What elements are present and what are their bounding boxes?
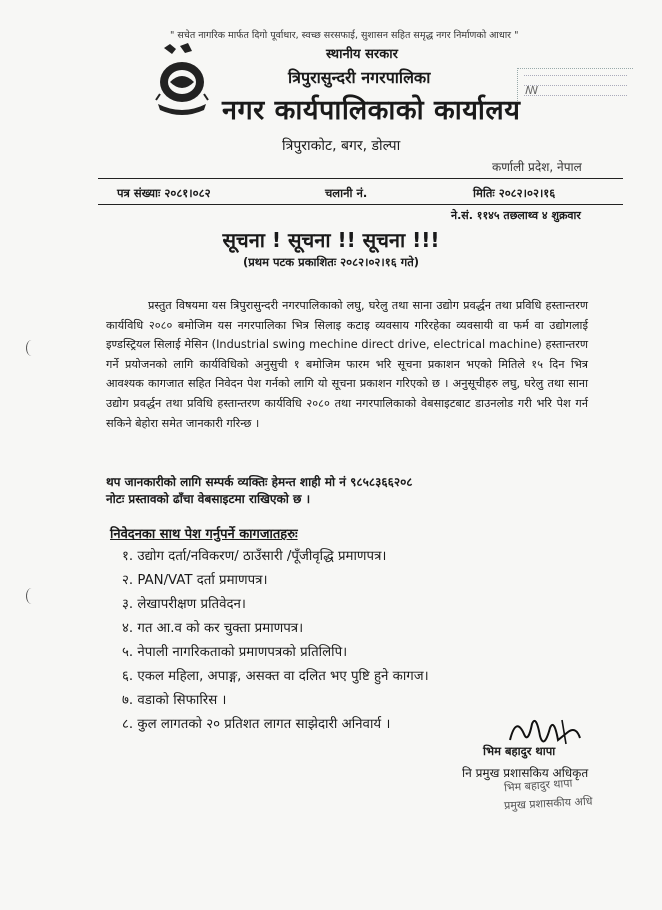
notice-subtitle: (प्रथम पटक प्रकाशितः २०८२।०२।१६ गते) [242,255,420,269]
signatory-name: भिम बहादुर थापा [483,744,556,758]
letter-number: पत्र संख्याः २०८१।०८२ [117,186,211,200]
motto: " सचेत नागरिक मार्फत दिगो पूर्वाधार, स्वच्छ सरसफाई, सुशासन सहित समृद्ध नगर निर्माणको आधार " [170,30,519,41]
dispatch-number: चलानी नं. [325,186,368,200]
list-item: ७. वडाको सिफारिस । [122,693,227,708]
list-item: ८. कुल लागतको २० प्रतिशत लागत साझेदारी अनिवार्य । [122,717,391,732]
list-item: २. PAN/VAT दर्ता प्रमाणपत्र। [122,573,268,588]
list-item: ६. एकल महिला, अपाङ्ग, असक्त वा दलित भए पुष्टि हुने कागज। [122,669,429,684]
punch-hole-mark [26,588,37,604]
list-item: ५. नेपाली नागरिकताको प्रमाणपत्रको प्रतिलिपि। [122,645,348,660]
nepal-sambat-date: ने.सं. ११४५ तछलाथ्व ४ शुक्रवार [451,209,581,222]
stamp-title: प्रमुख प्रशासकीय अधि [503,794,593,813]
office-address: त्रिपुराकोट, बगर, डोल्पा [282,138,401,154]
stamp-name: भिम बहादुर थापा [503,776,573,795]
notice-title: सूचना ! सूचना !! सूचना !!! [222,228,440,252]
local-government-label: स्थानीय सरकार [326,47,398,62]
municipality-name: त्रिपुरासुन्दरी नगरपालिका [288,68,431,87]
punch-hole-mark [26,340,37,356]
contact-line: थप जानकारीको लागि सम्पर्क व्यक्तिः हेमन्त शाही मो नं ९८५८३६६२०८ [106,475,413,489]
registration-stamp-mark: ꟿ [525,84,539,97]
list-item: ३. लेखापरीक्षण प्रतिवेदन। [122,597,246,612]
list-item: ४. गत आ.व को कर चुक्ता प्रमाणपत्र। [122,621,304,636]
documents-heading: निवेदनका साथ पेश गर्नुपर्ने कागजातहरुः [110,527,298,542]
header-rule-bottom [98,204,623,205]
letter-date: मितिः २०८२।०२।१६ [473,186,556,200]
signatory-title: नि प्रमुख प्रशासकिय अधिकृत [462,766,589,780]
note-line: नोटः प्रस्तावको ढाँचा वेबसाइटमा राखिएको छ । [106,492,311,506]
header-rule-top [98,178,623,179]
notice-body: प्रस्तुत विषयमा यस त्रिपुरासुन्दरी नगरपालिकाको लघु, घरेलु तथा साना उद्योग प्रवर्द्धन तथा प्रविधि हस्तान्तरण कार्यविधि २०८० बमोजिम यस नगरपालिका भित्र सिलाइ कटाइ व्यवसाय गरिरहेका व्यवसायी वा फर्म वा उद्योगलाई इण्डस्ट्रियल सिलाई मेसिन (Industrial swing mechine direct drive, electrical machine) हस्तान्तरण गर्ने प्रयोजनको लागि कार्यविधिको अनुसुची १ बमोजिम फारम भरि सूचना प्रकाशन भएको मितिले १५ दिन भित्र आवश्यक कागजात सहित निवेदन पेश गर्नको लागि यो सूचना प्रकाशन गरिएको छ । अनुसूचीहरु लघु, घरेलु तथा साना उद्योग प्रवर्द्धन तथा प्रविधि हस्तान्तरण कार्यविधि २०८० तथा नगरपालिकाको वेबसाइटबाट डाउनलोड गरी भरि पेश गर्न सकिने बेहोरा समेत जानकारी गरिन्छ । [106,299,588,430]
documents-list [122,545,429,737]
province-label: कर्णाली प्रदेश, नेपाल [492,160,582,174]
list-item: १. उद्योग दर्ता/नविकरण/ ठाउँसारी /पूँजीवृद्धि प्रमाणपत्र। [122,549,387,564]
nepal-emblem-icon [150,42,212,122]
office-title: नगर कार्यपालिकाको कार्यालय [222,95,521,126]
